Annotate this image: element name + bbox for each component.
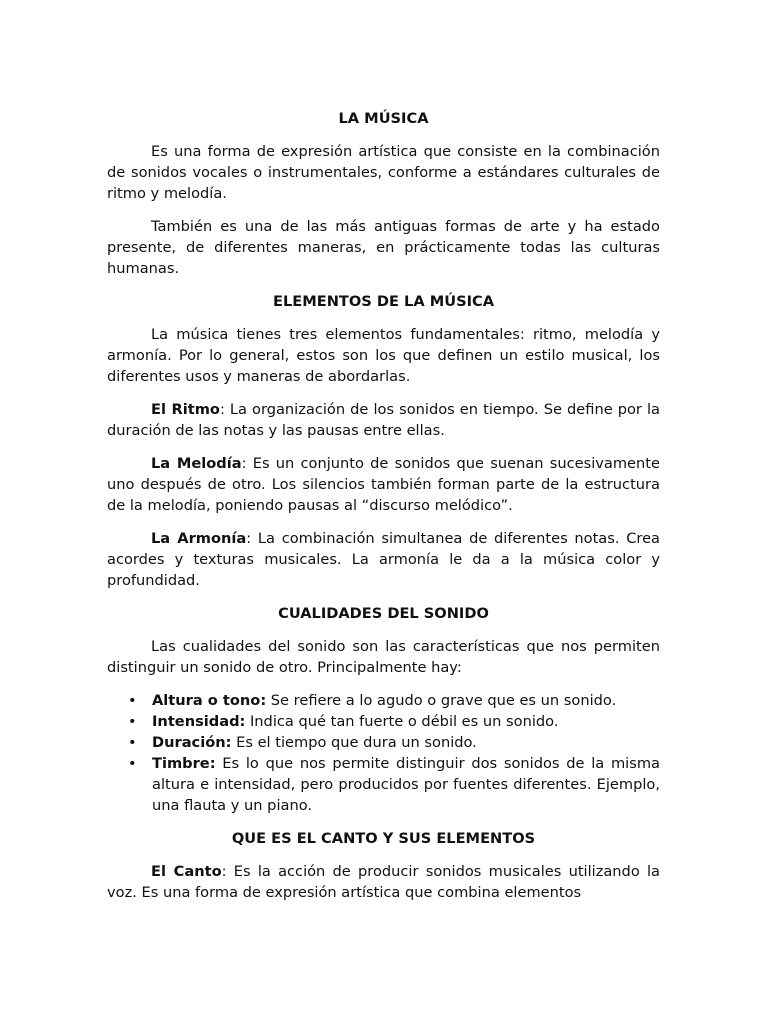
qualities-heading: CUALIDADES DEL SONIDO [278,605,489,622]
canto-term: El Canto [151,863,222,880]
list-item-term: Altura o tono: [152,692,267,709]
canto-heading: QUE ES EL CANTO Y SUS ELEMENTOS [231,830,536,847]
canto-paragraph [107,861,660,903]
qualities-intro-paragraph: Las cualidades del sonido son las características que nos permiten distinguir un sonido de otro. Principalmente hay: [107,638,660,676]
ritmo-term: El Ritmo [151,401,220,418]
list-item [128,690,660,711]
document-page [107,108,660,915]
armonia-term: La Armonía [151,530,247,547]
list-item-term: Timbre: [152,755,216,772]
armonia-text: : La combinación simultanea de diferentes notas. Crea acordes y texturas musicales. La armonía le da a la música color y profundidad. [107,530,660,589]
melodia-paragraph [107,453,660,516]
list-item-term: Duración: [152,734,232,751]
elements-heading: ELEMENTOS DE LA MÚSICA [272,293,495,310]
list-item-text: Es el tiempo que dura un sonido. [231,734,477,751]
list-item-text: Es lo que nos permite distinguir dos sonidos de la misma altura e intensidad, pero producidos por fuentes diferentes. Ejemplo, una flauta y un piano. [152,755,660,814]
bullet-icon: • [128,692,137,709]
ritmo-paragraph [107,399,660,441]
ritmo-text: : La organización de los sonidos en tiempo. Se define por la duración de las notas y las pausas entre ellas. [107,401,660,439]
document-title: LA MÚSICA [338,110,429,127]
melodia-text: : Es un conjunto de sonidos que suenan sucesivamente uno después de otro. Los silencios también forman parte de la estructura de la melodía, poniendo pausas al “discurso melódico”. [107,455,660,514]
qualities-list [107,690,660,816]
list-item-term: Intensidad: [152,713,246,730]
intro-paragraph-2: También es una de las más antiguas formas de arte y ha estado presente, de diferentes maneras, en prácticamente todas las culturas humanas. [107,218,660,277]
intro-paragraph-1: Es una forma de expresión artística que consiste en la combinación de sonidos vocales o instrumentales, conforme a estándares culturales de ritmo y melodía. [107,143,660,202]
bullet-icon: • [128,713,137,730]
list-item-text: Se refiere a lo agudo o grave que es un sonido. [266,692,617,709]
bullet-icon: • [128,734,137,751]
elements-intro-paragraph: La música tienes tres elementos fundamentales: ritmo, melodía y armonía. Por lo general, estos son los que definen un estilo musical, los diferentes usos y maneras de abordarlas. [107,326,660,385]
list-item [128,711,660,732]
list-item [128,732,660,753]
melodia-term: La Melodía [151,455,242,472]
bullet-icon: • [128,755,137,772]
canto-text: : Es la acción de producir sonidos musicales utilizando la voz. Es una forma de expresión artística que combina elementos [107,863,660,901]
list-item-text: Indica qué tan fuerte o débil es un sonido. [245,713,559,730]
list-item [128,753,660,816]
armonia-paragraph [107,528,660,591]
